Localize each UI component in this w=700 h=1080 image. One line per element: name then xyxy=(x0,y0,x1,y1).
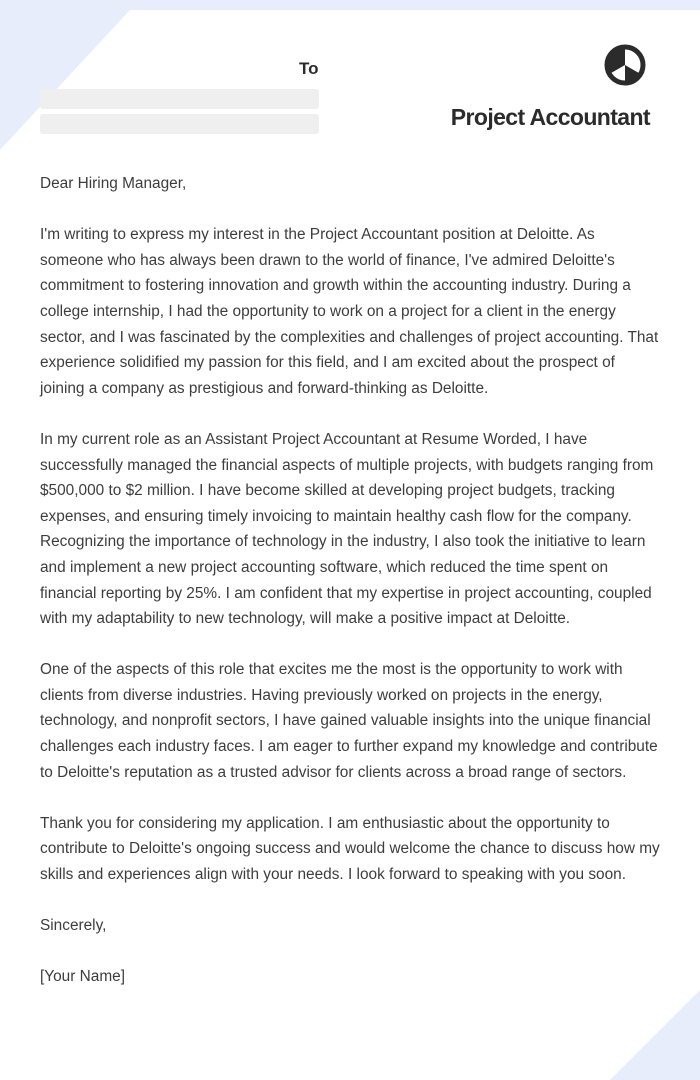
letter-closing: Sincerely, xyxy=(40,917,107,935)
letter-paragraph: I'm writing to express my interest in the Project Accountant position at Deloitte. As someone who has always been drawn to the world of finance, I've admired Deloitte's commitment to fostering innovation and growth within the accounting industry. During a college internship, I had the opportunity to work on a project for a client in the energy sector, and I was fascinated by the complexities and challenges of project accounting. That experience solidified my passion for this field, and I am excited about the prospect of joining a company as prestigious and forward-thinking as Deloitte. xyxy=(40,226,659,397)
letter-paragraph: Thank you for considering my application. I am enthusiastic about the opportunity to contribute to Deloitte's ongoing success and would welcome the chance to discuss how my skills and experiences align with your needs. I look forward to speaking with you soon. xyxy=(40,814,660,884)
pie-chart-icon xyxy=(603,43,647,87)
recipient-placeholder-line-2 xyxy=(40,114,319,134)
letter-paragraph: In my current role as an Assistant Project Accountant at Resume Worded, I have successfully managed the financial aspects of multiple projects, with budgets ranging from $500,000 to $2 million. I have become skilled at developing project budgets, tracking expenses, and ensuring timely invoicing to maintain healthy cash flow for the company. Recognizing the importance of technology in the industry, I also took the initiative to learn and implement a new project accounting software, which reduced the time spent on financial reporting by 25%. I am confident that my expertise in project accounting, coupled with my adaptability to new technology, will make a positive impact at Deloitte. xyxy=(40,430,654,628)
recipient-label: To xyxy=(299,59,319,78)
letter-body xyxy=(40,171,660,1016)
letter-signature: [Your Name] xyxy=(40,968,125,986)
job-title: Project Accountant xyxy=(450,104,650,130)
letter-greeting: Dear Hiring Manager, xyxy=(40,175,187,192)
recipient-placeholder-line-1 xyxy=(40,89,319,109)
letter-page xyxy=(0,10,700,1080)
letter-paragraph: One of the aspects of this role that excites me the most is the opportunity to work with clients from diverse industries. Having previously worked on projects in the energy, technology, and nonprofit sectors, I have gained valuable insights into the unique financial challenges each industry faces. I am eager to further expand my knowledge and contribute to Deloitte's reputation as a trusted advisor for clients across a broad range of sectors. xyxy=(40,661,658,781)
